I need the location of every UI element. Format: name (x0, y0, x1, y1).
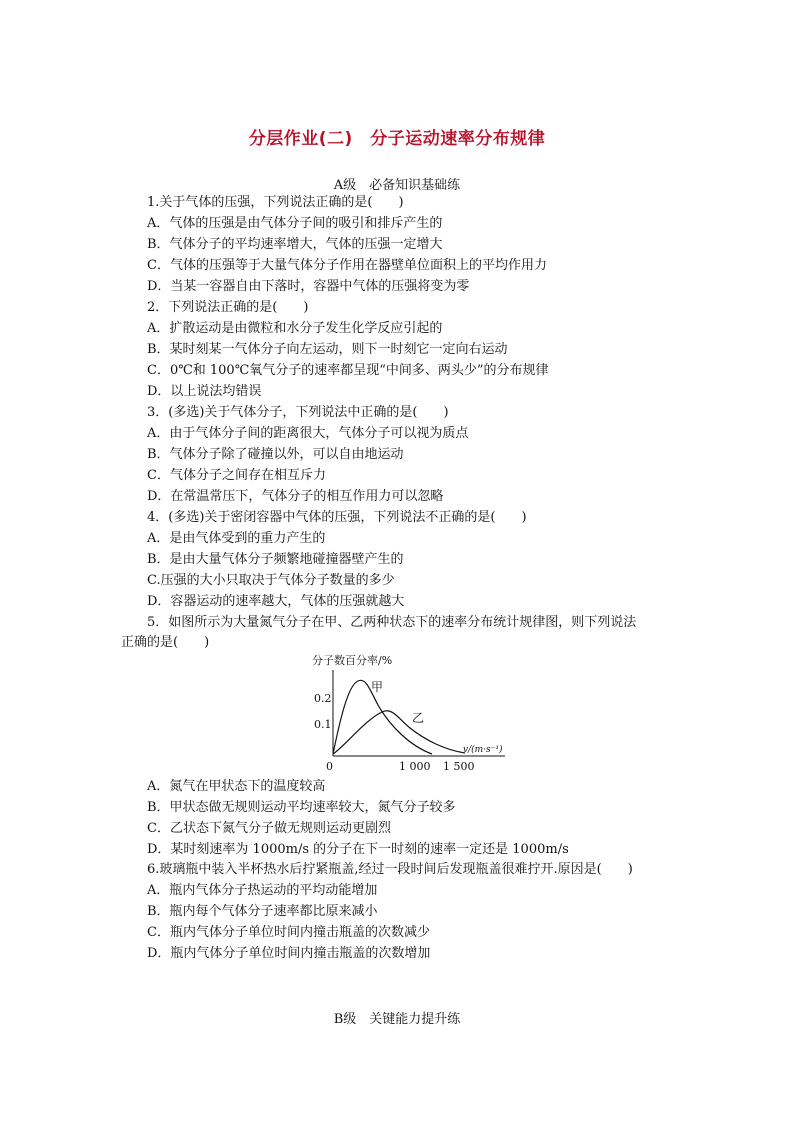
question-5-continued: 正确的是( ) (121, 635, 210, 650)
chart-x-tick-1000: 1 000 (399, 760, 431, 773)
q2-option-d: D．以上说法均错误 (147, 384, 262, 399)
q5-option-a: A．氮气在甲状态下的温度较高 (147, 779, 326, 794)
q2-option-b: B．某时刻某一气体分子向左运动，则下一时刻它一定向右运动 (147, 342, 508, 357)
q6-option-c: C．瓶内气体分子单位时间内撞击瓶盖的次数减少 (147, 925, 430, 940)
question-6: 6.玻璃瓶中装入半杯热水后拧紧瓶盖,经过一段时间后发现瓶盖很难拧开.原因是( ) (147, 862, 633, 877)
q1-option-d: D．当某一容器自由下落时，容器中气体的压强将变为零 (147, 279, 470, 294)
q6-option-d: D．瓶内气体分子单位时间内撞击瓶盖的次数增加 (147, 946, 431, 961)
curve-yi-label: 乙 (412, 711, 425, 725)
question-2: 2．下列说法正确的是( ) (147, 300, 309, 315)
page-title: 分层作业(二) 分子运动速率分布规律 (248, 129, 546, 149)
q6-option-b: B．瓶内每个气体分子速率都比原来减小 (147, 904, 378, 919)
section-b-heading: B级 关键能力提升练 (333, 1012, 461, 1027)
section-a-heading: A级 必备知识基础练 (333, 178, 461, 193)
q6-option-a: A．瓶内气体分子热运动的平均动能增加 (147, 883, 378, 898)
chart-x-tick-1500: 1 500 (443, 760, 475, 773)
curve-jia-label: 甲 (371, 680, 384, 694)
q3-option-a: A．由于气体分子间的距离很大，气体分子可以视为质点 (147, 426, 469, 441)
q5-option-b: B．甲状态做无规则运动平均速率较大，氮气分子较多 (147, 800, 456, 815)
q4-option-d: D．容器运动的速率越大，气体的压强就越大 (147, 594, 405, 609)
chart-y-tick-0-2: 0.2 (314, 692, 332, 705)
q1-option-a: A．气体的压强是由气体分子间的吸引和排斥产生的 (147, 216, 443, 231)
chart-y-axis-label: 分子数百分率/% (312, 654, 393, 667)
question-4: 4．(多选)关于密闭容器中气体的压强，下列说法不正确的是( ) (147, 510, 527, 525)
q3-option-d: D．在常温常压下，气体分子的相互作用力可以忽略 (147, 489, 444, 504)
q1-option-b: B．气体分子的平均速率增大，气体的压强一定增大 (147, 237, 443, 252)
q5-option-c: C．乙状态下氮气分子做无规则运动更剧烈 (147, 821, 391, 836)
q5-option-d: D．某时刻速率为 1000m/s 的分子在下一时刻的速率一定还是 1000m/s (147, 842, 569, 857)
chart-origin-label: 0 (326, 760, 333, 773)
q3-option-b: B．气体分子除了碰撞以外，可以自由地运动 (147, 447, 404, 462)
speed-distribution-chart (300, 650, 510, 775)
chart-x-axis-label: v/(m·s⁻¹) (463, 745, 503, 755)
question-5: 5．如图所示为大量氮气分子在甲、乙两种状态下的速率分布统计规律图，则下列说法 (147, 615, 637, 630)
question-3: 3．(多选)关于气体分子，下列说法中正确的是( ) (147, 405, 449, 420)
q4-option-b: B．是由大量气体分子频繁地碰撞器壁产生的 (147, 552, 404, 567)
question-1: 1.关于气体的压强，下列说法正确的是( ) (147, 195, 404, 210)
q4-option-c: C.压强的大小只取决于气体分子数量的多少 (147, 573, 395, 588)
q2-option-c: C．0℃和 100℃氧气分子的速率都呈现“中间多、两头少”的分布规律 (147, 363, 549, 378)
q2-option-a: A．扩散运动是由微粒和水分子发生化学反应引起的 (147, 321, 443, 336)
q1-option-c: C．气体的压强等于大量气体分子作用在器壁单位面积上的平均作用力 (147, 258, 547, 273)
q3-option-c: C．气体分子之间存在相互斥力 (147, 468, 326, 483)
chart-y-tick-0-1: 0.1 (314, 718, 332, 731)
q4-option-a: A．是由气体受到的重力产生的 (147, 531, 326, 546)
